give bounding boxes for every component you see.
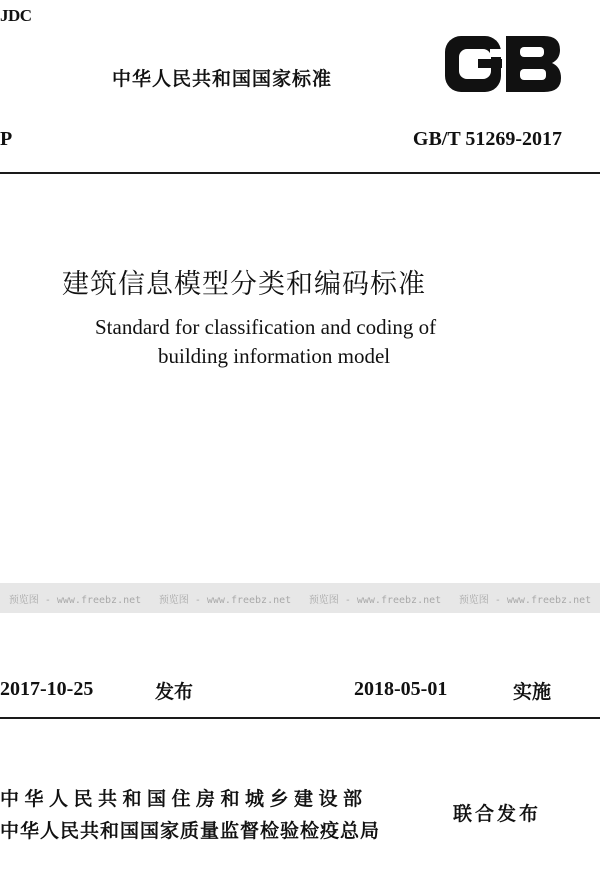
issuer-ministry-housing: 中华人民共和国住房和城乡建设部 (0, 788, 368, 810)
joint-issue-label: 联合发布 (453, 803, 542, 825)
implement-date: 2018-05-01 (354, 678, 448, 700)
watermark-band (0, 583, 600, 613)
gb-logo (444, 35, 562, 93)
bottom-divider (0, 717, 600, 719)
standard-number: GB/T 51269-2017 (412, 128, 562, 150)
title-chinese: 建筑信息模型分类和编码标准 (62, 269, 426, 300)
watermark-text: 预览图 - www.freebz.net (158, 594, 292, 606)
title-english-line2: building information model (158, 344, 391, 368)
title-english-line1: Standard for classification and coding of (95, 315, 437, 339)
issuer-aqsiq: 中华人民共和国国家质量监督检验检疫总局 (0, 820, 381, 842)
watermark-text: 预览图 - www.freebz.net (308, 594, 442, 606)
implement-label: 实施 (513, 681, 552, 703)
watermark-text: 预览图 - www.freebz.net (8, 594, 142, 606)
national-standard-label: 中华人民共和国国家标准 (112, 68, 333, 90)
issue-date: 2017-10-25 (0, 678, 94, 700)
top-divider (0, 172, 600, 174)
udc-label: JDC (0, 6, 32, 25)
watermark-text: 预览图 - www.freebz.net (458, 594, 592, 606)
classification-mark: P (0, 128, 13, 150)
issue-label: 发布 (155, 681, 194, 703)
